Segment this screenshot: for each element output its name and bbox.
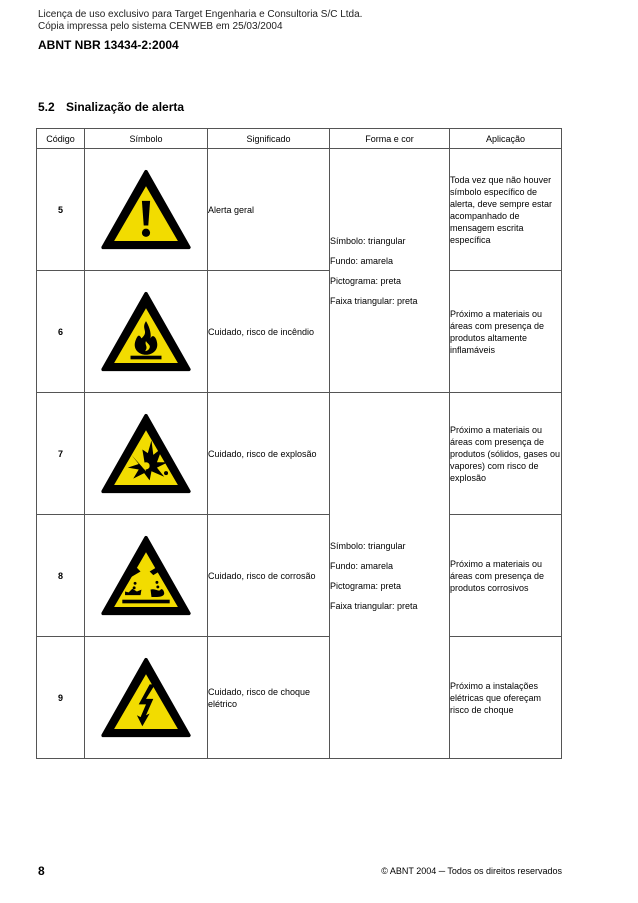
row-code: 9 <box>37 637 85 759</box>
row-meaning: Cuidado, risco de corrosão <box>208 515 330 637</box>
symbol-cell <box>85 637 208 759</box>
explosion-icon <box>100 413 192 495</box>
row-code: 6 <box>37 271 85 393</box>
row-application: Próximo a materiais ou áreas com presença de produtos (sólidos, gases ou vapores) com risco de explosão <box>450 393 562 515</box>
table-header-row <box>37 129 562 149</box>
form-background: Fundo: amarela <box>330 560 394 571</box>
symbol-cell <box>85 393 208 515</box>
form-pictogram: Pictograma: preta <box>330 275 402 286</box>
license-line-1: Licença de uso exclusivo para Target Engenharia e Consultoria S/C Ltda. <box>38 9 363 20</box>
exclamation-icon <box>100 169 192 251</box>
symbol-cell <box>85 515 208 637</box>
table-row <box>37 271 562 393</box>
table-row <box>37 515 562 637</box>
section-heading <box>38 100 184 114</box>
row-meaning: Cuidado, risco de explosão <box>208 393 330 515</box>
page-number: 8 <box>38 864 45 878</box>
form-band: Faixa triangular: preta <box>330 600 418 611</box>
header-meaning: Significado <box>208 129 330 149</box>
row-application: Próximo a instalações elétricas que ofereçam risco de choque <box>450 637 562 759</box>
copyright-notice: © ABNT 2004 ─ Todos os direitos reservados <box>381 866 562 876</box>
lightning-icon <box>100 657 192 739</box>
row-code: 7 <box>37 393 85 515</box>
form-color-cell <box>330 393 450 759</box>
form-pictogram: Pictograma: preta <box>330 580 402 591</box>
row-code: 8 <box>37 515 85 637</box>
symbol-cell <box>85 149 208 271</box>
form-shape: Símbolo: triangular <box>330 235 406 246</box>
table-row <box>37 393 562 515</box>
document-code: ABNT NBR 13434-2:2004 <box>38 38 179 52</box>
license-line-2: Cópia impressa pelo sistema CENWEB em 25/03/2004 <box>38 21 283 32</box>
header-form-color: Forma e cor <box>330 129 450 149</box>
form-shape: Símbolo: triangular <box>330 540 406 551</box>
row-application: Próximo a materiais ou áreas com presença de produtos corrosivos <box>450 515 562 637</box>
symbol-cell <box>85 271 208 393</box>
row-application: Toda vez que não houver símbolo específico de alerta, deve sempre estar acompanhado de mensagem escrita específica <box>450 149 562 271</box>
header-code: Código <box>37 129 85 149</box>
form-band: Faixa triangular: preta <box>330 295 418 306</box>
alert-signs-table <box>36 128 562 759</box>
header-symbol: Símbolo <box>85 129 208 149</box>
row-code: 5 <box>37 149 85 271</box>
flame-icon <box>100 291 192 373</box>
row-meaning: Alerta geral <box>208 149 330 271</box>
row-meaning: Cuidado, risco de incêndio <box>208 271 330 393</box>
table-row <box>37 637 562 759</box>
table-row <box>37 149 562 271</box>
header-application: Aplicação <box>450 129 562 149</box>
license-notice <box>38 9 362 33</box>
form-color-cell <box>330 149 450 393</box>
form-background: Fundo: amarela <box>330 255 394 266</box>
row-meaning: Cuidado, risco de choque elétrico <box>208 637 330 759</box>
row-application: Próximo a materiais ou áreas com presença de produtos altamente inflamáveis <box>450 271 562 393</box>
section-title: Sinalização de alerta <box>66 100 185 114</box>
section-number: 5.2 <box>38 100 55 114</box>
corrosion-icon <box>100 535 192 617</box>
